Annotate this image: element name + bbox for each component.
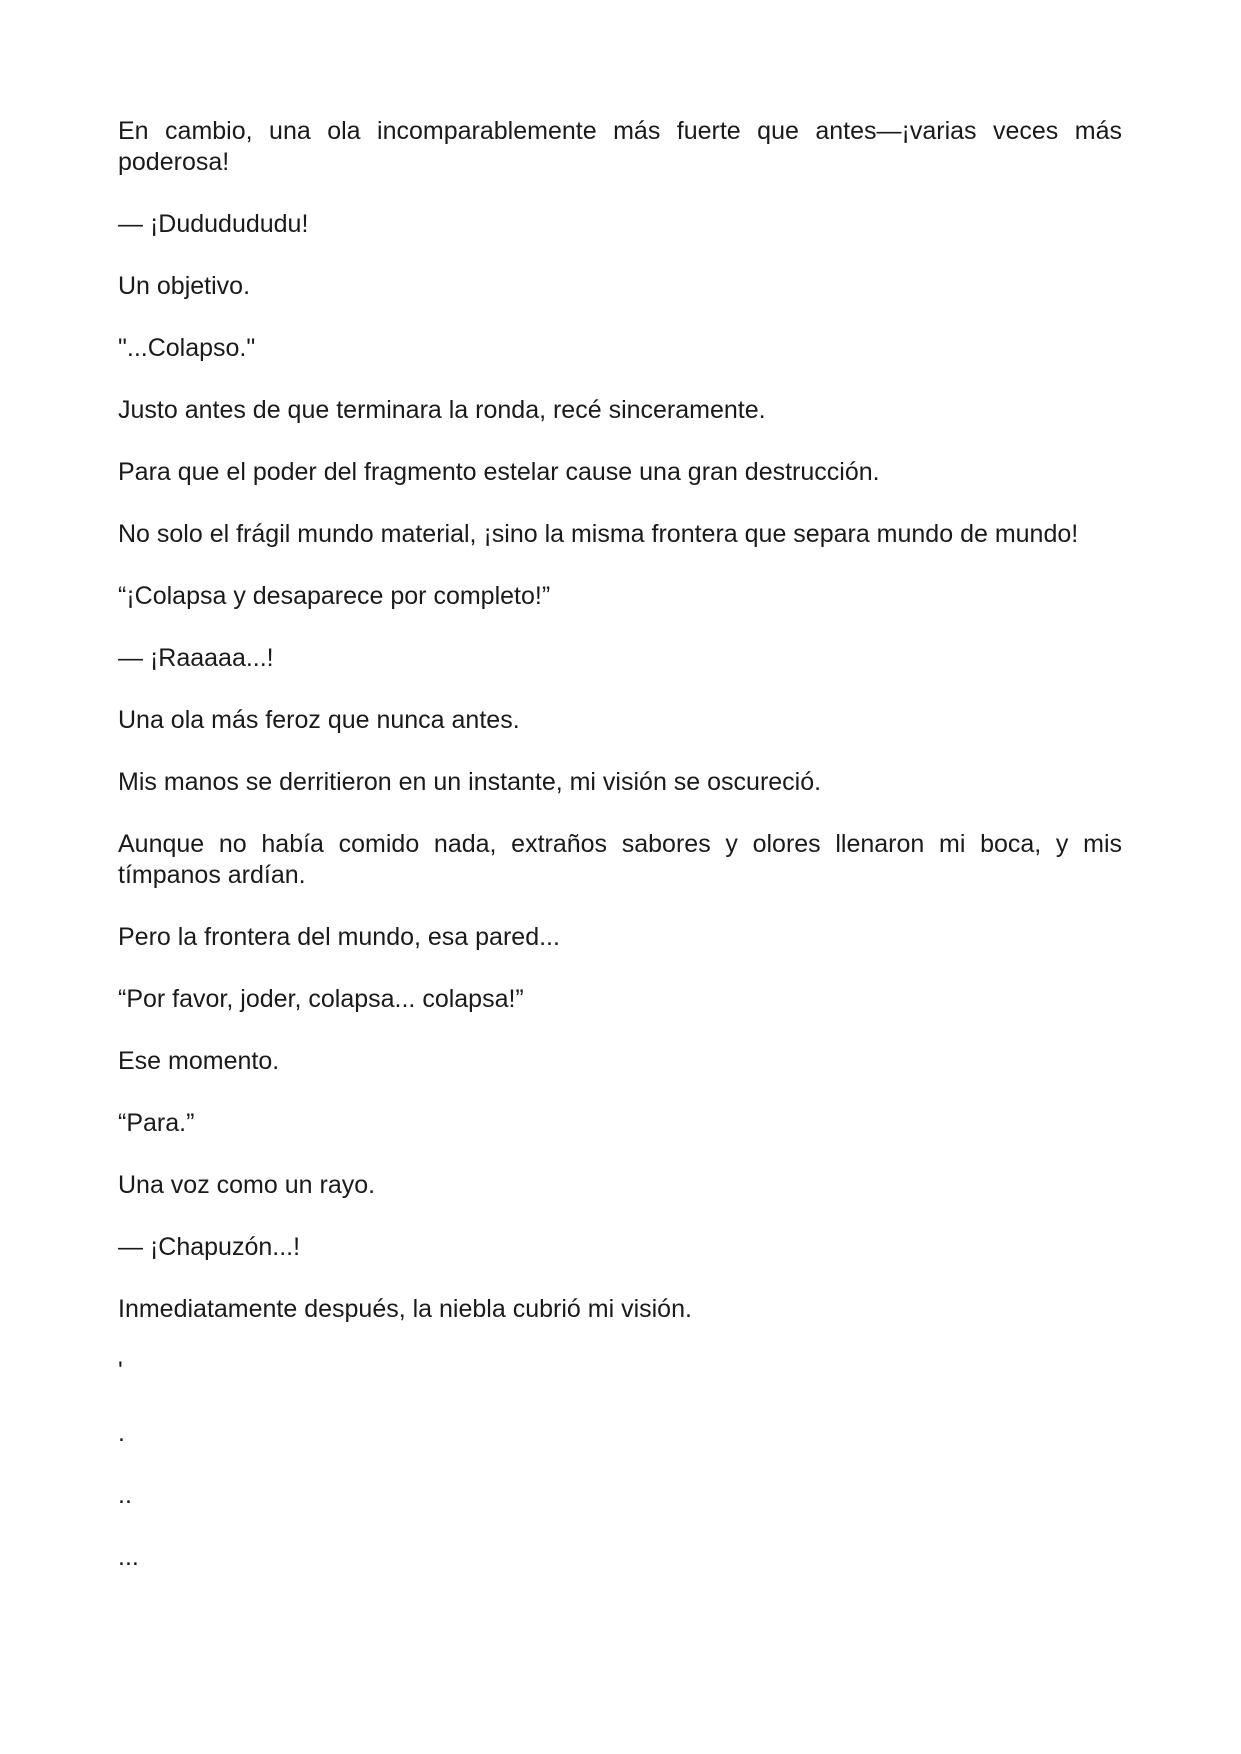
ellipsis-marker: . [118, 1419, 125, 1447]
paragraph: “¡Colapsa y desaparece por completo!” [118, 582, 551, 610]
paragraph: No solo el frágil mundo material, ¡sino la misma frontera que separa mundo de mundo! [118, 520, 1079, 548]
paragraph: — ¡Raaaaa...! [118, 644, 274, 672]
ellipsis-marker: ' [118, 1357, 123, 1385]
paragraph: Mis manos se derritieron en un instante, mi visión se oscureció. [118, 768, 822, 796]
paragraph: Justo antes de que terminara la ronda, recé sinceramente. [118, 396, 766, 424]
paragraph: Aunque no había comido nada, extraños sabores y olores llenaron mi boca, y mis tímpanos ardían. [118, 830, 1122, 889]
body-text [118, 116, 1122, 1604]
paragraph: “Para.” [118, 1109, 195, 1137]
paragraph: Pero la frontera del mundo, esa pared... [118, 923, 560, 951]
paragraph: Ese momento. [118, 1047, 280, 1075]
paragraph: Para que el poder del fragmento estelar cause una gran destrucción. [118, 458, 880, 486]
paragraph: En cambio, una ola incomparablemente más fuerte que antes—¡varias veces más poderosa! [118, 117, 1122, 176]
paragraph: Inmediatamente después, la niebla cubrió mi visión. [118, 1295, 692, 1323]
ellipsis-marker: .. [118, 1481, 132, 1509]
paragraph: Una voz como un rayo. [118, 1171, 376, 1199]
paragraph: — ¡Dududududu! [118, 210, 309, 238]
paragraph: Un objetivo. [118, 272, 251, 300]
paragraph: — ¡Chapuzón...! [118, 1233, 301, 1261]
paragraph: Una ola más feroz que nunca antes. [118, 706, 520, 734]
paragraph: “Por favor, joder, colapsa... colapsa!” [118, 985, 524, 1013]
ellipsis-marker: ... [118, 1543, 139, 1571]
paragraph: "...Colapso." [118, 334, 256, 362]
